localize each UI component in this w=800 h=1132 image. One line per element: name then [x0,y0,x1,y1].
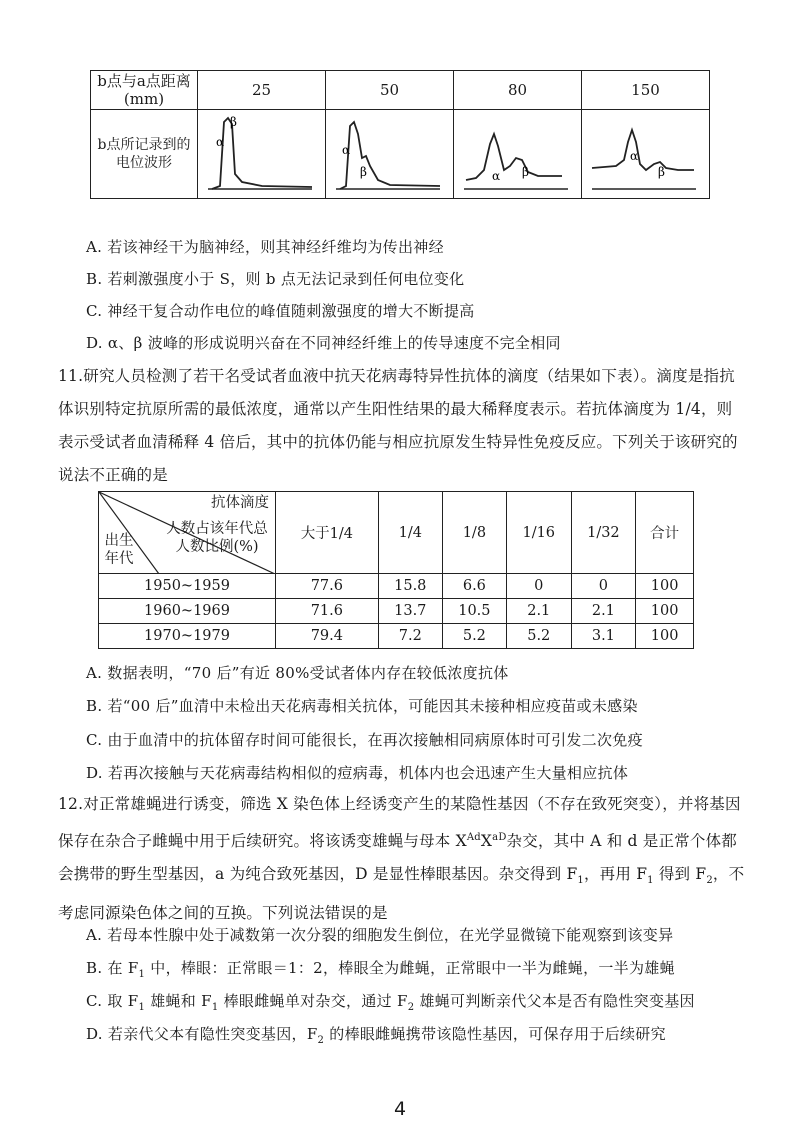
table-cell: 7.2 [378,624,442,649]
table-cell: 100 [636,574,694,599]
table-cell: 6.6 [442,574,506,599]
table-cell: 2.1 [571,599,636,624]
table-cell: 0 [571,574,636,599]
table-cell: 77.6 [276,574,379,599]
waveform-table [90,70,710,199]
beta-label: β [657,165,665,179]
beta-label: β [359,165,367,179]
corner-top-label: 抗体滴度 [211,495,269,511]
table-cell: 100 [636,624,694,649]
q12-option-c: C. 取 $F_1$ 雄蝇和 $F_1$ 棒眼雌蝇单对杂交，通过 $F_2$ 雄蝇可判断亲代父本是否有隐性突变基因 [86,992,695,1013]
question-stem: 研究人员检测了若干名受试者血液中抗天花病毒特异性抗体的滴度（结果如下表）。滴度是指抗体识别特定抗原所需的最低浓度，通常以产生阳性结果的最大稀释度表示。若抗体滴度为 1/4，则表示受试者血清稀释 4 倍后，其中的抗体仍能与相应抗原发生特异性免疫反应。下列关于该研究的说法不正确的是 [58,367,738,484]
q11-option-a: A. 数据表明，“70 后”有近 80%受试者体内存在较低浓度抗体 [86,664,509,682]
row-label: 1960~1969 [99,599,276,624]
alpha-label: α [215,135,224,149]
q12-option-d: D. 若亲代父本有隐性突变基因，$F_2$ 的棒眼雌蝇携带该隐性基因，可保存用于后续研究 [86,1025,666,1046]
alpha-label: α [629,149,638,163]
beta-label: β [521,165,529,179]
alpha-label: α [491,169,500,183]
table-cell: 71.6 [276,599,379,624]
q10-option-a: A. 若该神经干为脑神经，则其神经纤维均为传出神经 [86,238,444,256]
antibody-table [98,491,694,649]
question-number: 11. [58,367,84,385]
distance-header: b点与a点距离(mm) [91,71,198,110]
distance-150: 150 [582,71,710,110]
question-number: 12. [58,795,84,813]
waveform-50 [326,110,454,199]
question-11 [58,360,748,492]
waveform-80 [454,110,582,199]
alpha-label: α [341,143,350,157]
table-cell: 5.2 [506,624,571,649]
col-header: 1/32 [571,492,636,574]
distance-25: 25 [198,71,326,110]
row-label: 1950~1959 [99,574,276,599]
table-cell: 0 [506,574,571,599]
table-cell: 3.1 [571,624,636,649]
waveform-25 [198,110,326,199]
table-cell: 100 [636,599,694,624]
question-12: 12.对正常雄蝇进行诱变，筛选 X 染色体上经诱变产生的某隐性基因（不存在致死突变），并将基因保存在杂合子雌蝇中用于后续研究。将该诱变雄蝇与母本 $X^{Ad}X^{aD}$杂交，其中 A 和 d 是正常个体都会携带的野生型基因，a 为纯合致死基因，D 是显性棒眼基因。杂交得到 $F_1$，再用 $F_1$ 得到 $F_2$，不考虑同源染色体之间的互换。下列说法错误的是 [58,795,745,923]
page-number: 4 [393,1098,407,1120]
waveform-header: b点所记录到的电位波形 [91,110,198,199]
col-header: 1/8 [442,492,506,574]
row-label: 1970~1979 [99,624,276,649]
q10-option-b: B. 若刺激强度小于 S，则 b 点无法记录到任何电位变化 [86,270,465,288]
corner-mid-label: 人数占该年代总人数比例(%) [166,521,268,555]
table-row [99,599,694,624]
q11-option-d: D. 若再次接触与天花病毒结构相似的痘病毒，机体内也会迅速产生大量相应抗体 [86,764,629,782]
table-cell: 15.8 [378,574,442,599]
table-cell: 5.2 [442,624,506,649]
table-cell: 10.5 [442,599,506,624]
distance-50: 50 [326,71,454,110]
table-corner-header [99,492,276,574]
waveform-150 [582,110,710,199]
col-header: 大于1/4 [276,492,379,574]
table-row [99,574,694,599]
col-header: 合计 [636,492,694,574]
corner-left-label: 出生年代 [104,533,134,567]
beta-label: β [229,115,237,129]
q11-option-c: C. 由于血清中的抗体留存时间可能很长，在再次接触相同病原体时可引发二次免疫 [86,731,643,749]
table-cell: 13.7 [378,599,442,624]
q10-option-d: D. α、β 波峰的形成说明兴奋在不同神经纤维上的传导速度不完全相同 [86,334,561,352]
table-cell: 2.1 [506,599,571,624]
table-row [99,624,694,649]
col-header: 1/4 [378,492,442,574]
q11-option-b: B. 若“00 后”血清中未检出天花病毒相关抗体，可能因其未接种相应疫苗或未感染 [86,697,638,715]
distance-80: 80 [454,71,582,110]
table-cell: 79.4 [276,624,379,649]
q12-option-b: B. 在 $F_1$ 中，棒眼：正常眼＝1：2，棒眼全为雌蝇，正常眼中一半为雌蝇，一半为雄蝇 [86,959,675,980]
q10-option-c: C. 神经干复合动作电位的峰值随刺激强度的增大不断提高 [86,302,475,320]
col-header: 1/16 [506,492,571,574]
q12-option-a: A. 若母本性腺中处于减数第一次分裂的细胞发生倒位，在光学显微镜下能观察到该变异 [86,926,674,944]
